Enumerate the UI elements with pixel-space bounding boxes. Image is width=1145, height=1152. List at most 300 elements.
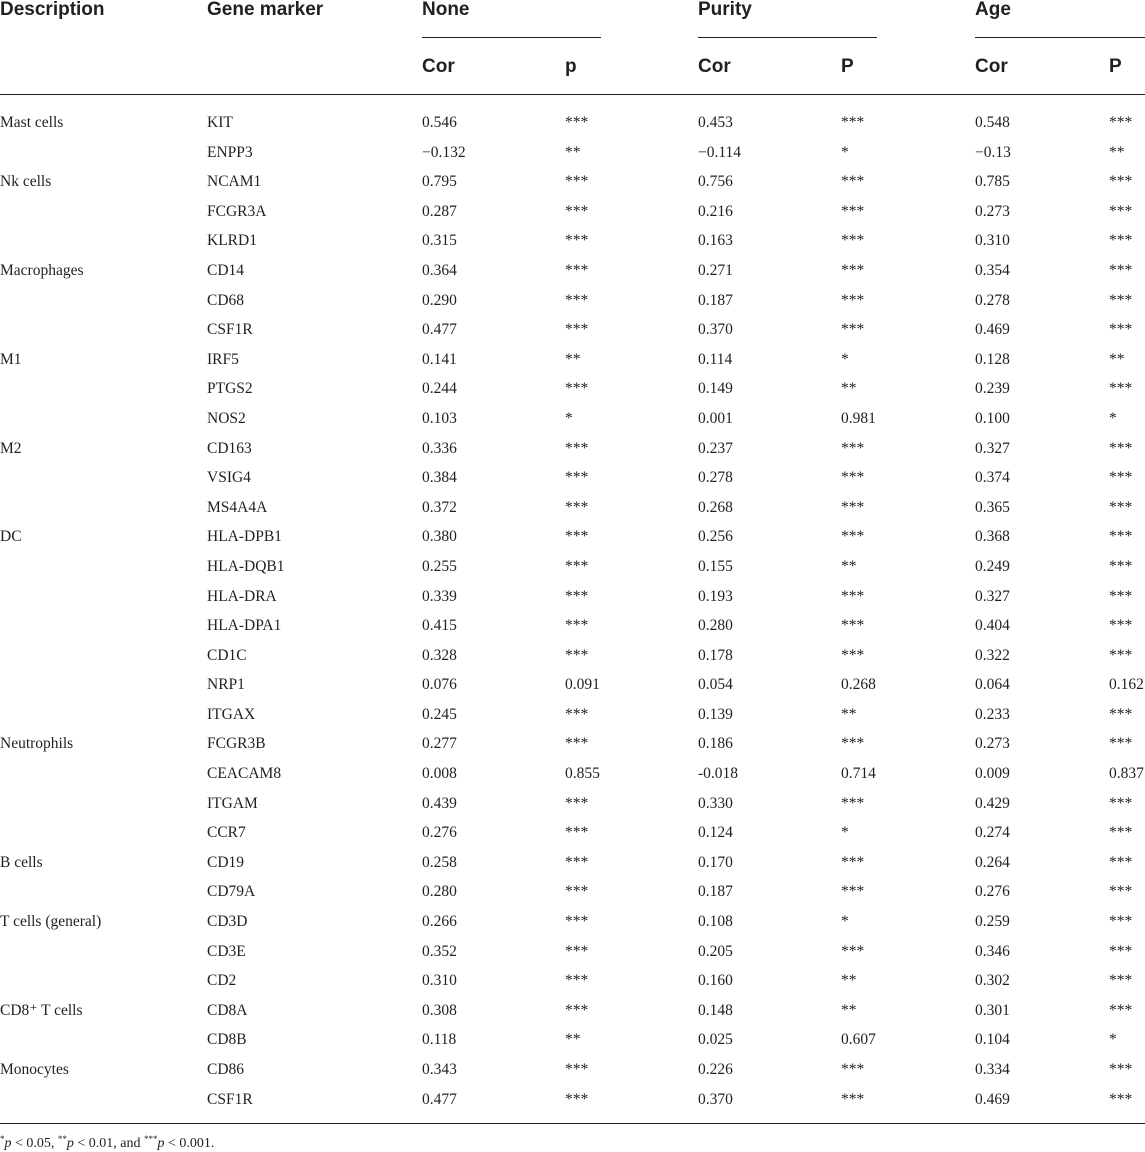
none-cor-cell: 0.266 [422,913,457,931]
table-row [0,137,1145,167]
age-p-cell: *** [1109,232,1133,250]
header-gene-marker: Gene marker [207,0,324,20]
purity-cor-cell: 0.226 [698,1061,733,1078]
age-p-cell: *** [1109,469,1133,487]
age-p-cell: *** [1109,794,1133,812]
purity-cor-cell: 0.025 [698,1031,733,1049]
none-p-cell: * [565,409,573,427]
none-cor-cell: 0.343 [422,1061,457,1078]
purity-p-cell: *** [841,883,865,901]
none-cor-cell: −0.132 [422,143,466,161]
purity-cor-cell: 0.370 [698,321,733,339]
age-cor-cell: 0.276 [975,883,1010,901]
age-p-cell: *** [1109,1090,1133,1108]
footnote-star: ** [57,1134,67,1144]
gene-marker-cell: NRP1 [207,676,245,694]
age-cor-cell: 0.264 [975,853,1010,871]
none-cor-cell: 0.308 [422,1001,457,1019]
age-p-cell: * [1109,1031,1117,1049]
purity-cor-cell: 0.178 [698,646,733,664]
none-p-cell: *** [565,469,589,487]
purity-cor-cell: 0.155 [698,557,733,575]
description-cell: Mast cells [0,114,64,131]
none-cor-cell: 0.795 [422,173,457,191]
age-p-cell: *** [1109,913,1133,931]
age-p-cell: *** [1109,528,1133,546]
gene-marker-cell: CCR7 [207,824,246,842]
purity-p-cell: *** [841,617,865,635]
gene-marker-cell: PTGS2 [207,380,253,398]
purity-cor-cell: 0.187 [698,291,733,309]
purity-cor-cell: 0.170 [698,853,733,871]
none-cor-cell: 0.439 [422,794,457,812]
none-cor-cell: 0.076 [422,676,457,694]
purity-p-cell: 0.607 [841,1031,876,1049]
purity-p-cell: * [841,824,849,842]
description-cell: CD8⁺ T cells [0,1001,83,1019]
gene-marker-cell: NOS2 [207,409,246,427]
header-none: None [422,0,470,20]
gene-marker-cell: CD68 [207,291,245,309]
table-row [0,107,1145,137]
none-cor-cell: 0.277 [422,735,457,753]
gene-marker-cell: HLA-DRA [207,587,277,605]
table-row [0,255,1145,285]
purity-p-cell: *** [841,794,865,812]
none-cor-cell: 0.290 [422,291,457,309]
purity-cor-cell: 0.756 [698,173,733,191]
purity-p-cell: *** [841,853,865,871]
purity-cor-cell: 0.193 [698,587,733,605]
age-cor-cell: 0.278 [975,291,1010,309]
purity-cor-cell: 0.149 [698,380,733,398]
none-p-cell: *** [565,883,589,901]
table-row [0,847,1145,877]
age-cor-cell: −0.13 [975,143,1011,161]
table-row [0,433,1145,463]
description-cell: Macrophages [0,261,84,279]
none-p-cell: *** [565,942,589,960]
header-age: Age [975,0,1011,20]
age-p-cell: *** [1109,439,1133,457]
age-cor-cell: 0.302 [975,972,1010,990]
none-p-cell: *** [565,1090,589,1108]
none-p-cell: ** [565,1031,581,1049]
age-p-cell: *** [1109,853,1133,871]
none-p-cell: *** [565,173,589,191]
gene-marker-cell: ITGAX [207,705,256,723]
description-cell: DC [0,528,22,546]
table-row [0,373,1145,403]
none-cor-cell: 0.352 [422,942,457,960]
gene-marker-cell: MS4A4A [207,498,268,516]
description-cell: Nk cells [0,173,52,191]
none-p-cell: *** [565,1061,589,1078]
purity-cor-cell: 0.139 [698,705,733,723]
purity-p-cell: *** [841,261,865,279]
purity-cor-cell: 0.280 [698,617,733,635]
none-p-cell: *** [565,261,589,279]
purity-p-cell: *** [841,942,865,960]
none-cor-cell: 0.364 [422,261,457,279]
none-cor-cell: 0.336 [422,439,457,457]
age-cor-cell: 0.301 [975,1001,1010,1019]
age-p-cell: *** [1109,617,1133,635]
table-row [0,285,1145,315]
age-cor-cell: 0.233 [975,705,1010,723]
header-purity: Purity [698,0,752,20]
purity-cor-cell: 0.054 [698,676,733,694]
age-cor-cell: 0.346 [975,942,1010,960]
gene-marker-cell: CSF1R [207,321,253,339]
table-row [0,817,1145,847]
purity-group-rule [698,37,877,38]
none-p-cell: *** [565,824,589,842]
table-row [0,1054,1145,1084]
gene-marker-cell: ITGAM [207,794,258,812]
table-row [0,936,1145,966]
table-body [0,107,1145,1113]
purity-cor-cell: 0.205 [698,942,733,960]
age-p-cell: *** [1109,883,1133,901]
none-p-cell: *** [565,321,589,339]
none-p-cell: *** [565,557,589,575]
none-p-cell: *** [565,972,589,990]
age-group-rule [975,37,1145,38]
age-cor-cell: 0.365 [975,498,1010,516]
gene-marker-cell: CD1C [207,646,247,664]
gene-marker-cell: FCGR3A [207,202,267,220]
none-p-cell: *** [565,202,589,220]
header-purity-p: P [841,56,854,77]
purity-cor-cell: 0.148 [698,1001,733,1019]
none-p-cell: ** [565,350,581,368]
footnote-p: p [66,1136,74,1151]
purity-cor-cell: 0.268 [698,498,733,516]
none-p-cell: *** [565,646,589,664]
age-p-cell: *** [1109,824,1133,842]
description-cell: T cells (general) [0,913,102,931]
none-cor-cell: 0.415 [422,617,457,635]
age-cor-cell: 0.064 [975,676,1010,694]
purity-p-cell: *** [841,528,865,546]
age-p-cell: *** [1109,1001,1133,1019]
header-age-p: P [1109,56,1122,77]
gene-marker-cell: KIT [207,114,233,131]
table-row [0,344,1145,374]
table-row [0,728,1145,758]
none-p-cell: *** [565,291,589,309]
age-p-cell: *** [1109,261,1133,279]
age-cor-cell: 0.009 [975,765,1010,783]
description-cell: M2 [0,439,22,457]
header-none-p: p [565,56,577,77]
purity-p-cell: *** [841,439,865,457]
purity-p-cell: * [841,913,849,931]
purity-cor-cell: 0.114 [698,350,733,368]
purity-cor-cell: 0.256 [698,528,733,546]
header-age-cor: Cor [975,56,1008,77]
none-p-cell: *** [565,498,589,516]
purity-cor-cell: 0.108 [698,913,733,931]
none-cor-cell: 0.339 [422,587,457,605]
gene-marker-cell: HLA-DPA1 [207,617,282,635]
age-cor-cell: 0.429 [975,794,1010,812]
table-row [0,521,1145,551]
none-cor-cell: 0.315 [422,232,457,250]
age-cor-cell: 0.368 [975,528,1010,546]
footnote [0,1131,214,1152]
none-cor-cell: 0.244 [422,380,457,398]
none-cor-cell: 0.280 [422,883,457,901]
none-cor-cell: 0.477 [422,1090,457,1108]
gene-marker-cell: CD2 [207,972,237,990]
none-p-cell: ** [565,143,581,161]
none-cor-cell: 0.310 [422,972,457,990]
age-p-cell: *** [1109,114,1133,131]
age-p-cell: *** [1109,321,1133,339]
none-p-cell: *** [565,528,589,546]
header-description: Description [0,0,105,20]
purity-cor-cell: -0.018 [698,765,739,783]
age-cor-cell: 0.327 [975,439,1010,457]
age-p-cell: *** [1109,646,1133,664]
none-p-cell: *** [565,794,589,812]
purity-p-cell: *** [841,1090,865,1108]
age-p-cell: *** [1109,557,1133,575]
age-cor-cell: 0.404 [975,617,1010,635]
age-cor-cell: 0.327 [975,587,1010,605]
purity-cor-cell: −0.114 [698,143,742,161]
gene-marker-cell: CD8A [207,1001,248,1019]
none-cor-cell: 0.141 [422,350,457,368]
none-cor-cell: 0.245 [422,705,457,723]
none-p-cell: *** [565,1001,589,1019]
purity-cor-cell: 0.278 [698,469,733,487]
bottom-rule [0,1123,1145,1124]
gene-marker-cell: IRF5 [207,350,239,368]
age-cor-cell: 0.128 [975,350,1010,368]
footnote-text: < 0.05, [11,1136,58,1151]
purity-p-cell: *** [841,587,865,605]
gene-marker-cell: CD14 [207,261,245,279]
purity-p-cell: ** [841,972,857,990]
gene-marker-cell: HLA-DPB1 [207,528,282,546]
age-p-cell: *** [1109,291,1133,309]
age-cor-cell: 0.548 [975,114,1010,131]
none-p-cell: *** [565,705,589,723]
footnote-star: * [0,1134,5,1144]
footnote-text: < 0.01, and [73,1136,145,1151]
table-row [0,906,1145,936]
purity-p-cell: *** [841,498,865,516]
purity-p-cell: ** [841,557,857,575]
purity-cor-cell: 0.271 [698,261,733,279]
none-cor-cell: 0.118 [422,1031,457,1049]
none-cor-cell: 0.255 [422,557,457,575]
purity-cor-cell: 0.453 [698,114,733,131]
table-row [0,788,1145,818]
purity-p-cell: *** [841,735,865,753]
table-row [0,995,1145,1025]
age-cor-cell: 0.322 [975,646,1010,664]
table-row [0,225,1145,255]
none-cor-cell: 0.384 [422,469,457,487]
none-cor-cell: 0.372 [422,498,457,516]
purity-cor-cell: 0.370 [698,1090,733,1108]
purity-cor-cell: 0.330 [698,794,733,812]
purity-p-cell: * [841,143,849,161]
purity-p-cell: *** [841,291,865,309]
age-p-cell: *** [1109,942,1133,960]
purity-p-cell: *** [841,114,865,131]
none-cor-cell: 0.546 [422,114,457,131]
none-cor-cell: 0.287 [422,202,457,220]
table-row [0,758,1145,788]
gene-marker-cell: FCGR3B [207,735,266,753]
table-row [0,610,1145,640]
footnote-p: p [157,1136,165,1151]
none-p-cell: *** [565,617,589,635]
purity-p-cell: ** [841,1001,857,1019]
purity-p-cell: ** [841,380,857,398]
none-p-cell: 0.855 [565,765,600,783]
purity-p-cell: 0.268 [841,676,876,694]
age-p-cell: *** [1109,587,1133,605]
table-row [0,166,1145,196]
table-row [0,492,1145,522]
none-cor-cell: 0.380 [422,528,457,546]
header-rule [0,94,1145,95]
none-cor-cell: 0.103 [422,409,457,427]
gene-marker-cell: CD8B [207,1031,247,1049]
table-row [0,196,1145,226]
purity-p-cell: 0.714 [841,765,876,783]
age-p-cell: *** [1109,202,1133,220]
none-cor-cell: 0.008 [422,765,457,783]
age-p-cell: 0.162 [1109,676,1144,694]
none-p-cell: *** [565,853,589,871]
purity-p-cell: *** [841,173,865,191]
table-row [0,551,1145,581]
gene-marker-cell: CD19 [207,853,245,871]
gene-marker-cell: CSF1R [207,1090,253,1108]
age-p-cell: *** [1109,173,1133,191]
gene-marker-cell: CD79A [207,883,256,901]
table-row [0,1024,1145,1054]
none-p-cell: *** [565,114,589,131]
age-cor-cell: 0.469 [975,321,1010,339]
age-p-cell: *** [1109,972,1133,990]
gene-marker-cell: CEACAM8 [207,765,282,783]
age-p-cell: * [1109,409,1117,427]
purity-cor-cell: 0.163 [698,232,733,250]
age-cor-cell: 0.374 [975,469,1010,487]
purity-cor-cell: 0.001 [698,409,733,427]
purity-cor-cell: 0.186 [698,735,733,753]
table-row [0,965,1145,995]
footnote-text: < 0.001. [164,1136,215,1151]
age-cor-cell: 0.259 [975,913,1010,931]
none-cor-cell: 0.258 [422,853,457,871]
age-cor-cell: 0.249 [975,557,1010,575]
header-none-cor: Cor [422,56,455,77]
description-cell: Monocytes [0,1061,69,1078]
gene-marker-cell: KLRD1 [207,232,257,250]
purity-cor-cell: 0.160 [698,972,733,990]
table-row [0,640,1145,670]
age-p-cell: *** [1109,735,1133,753]
none-p-cell: *** [565,587,589,605]
purity-p-cell: *** [841,202,865,220]
age-cor-cell: 0.104 [975,1031,1010,1049]
none-p-cell: 0.091 [565,676,600,694]
table-row [0,581,1145,611]
age-cor-cell: 0.785 [975,173,1010,191]
table-row [0,669,1145,699]
none-cor-cell: 0.276 [422,824,457,842]
footnote-p: p [4,1136,12,1151]
age-cor-cell: 0.334 [975,1061,1010,1078]
gene-marker-cell: HLA-DQB1 [207,557,285,575]
gene-marker-cell: CD86 [207,1061,245,1078]
description-cell: M1 [0,350,22,368]
header-purity-cor: Cor [698,56,731,77]
purity-p-cell: 0.981 [841,409,876,427]
gene-marker-cell: VSIG4 [207,469,251,487]
none-p-cell: *** [565,232,589,250]
purity-cor-cell: 0.216 [698,202,733,220]
footnote-star: *** [144,1134,158,1144]
age-cor-cell: 0.273 [975,202,1010,220]
age-cor-cell: 0.100 [975,409,1010,427]
gene-marker-cell: NCAM1 [207,173,262,191]
table-row [0,1084,1145,1114]
gene-marker-cell: ENPP3 [207,143,253,161]
none-cor-cell: 0.477 [422,321,457,339]
age-p-cell: 0.837 [1109,765,1144,783]
age-cor-cell: 0.274 [975,824,1010,842]
purity-cor-cell: 0.124 [698,824,733,842]
age-cor-cell: 0.273 [975,735,1010,753]
age-p-cell: *** [1109,380,1133,398]
gene-marker-cell: CD163 [207,439,252,457]
table-row [0,403,1145,433]
purity-p-cell: *** [841,321,865,339]
age-p-cell: *** [1109,705,1133,723]
age-p-cell: *** [1109,498,1133,516]
none-p-cell: *** [565,913,589,931]
purity-p-cell: ** [841,705,857,723]
gene-marker-cell: CD3E [207,942,246,960]
none-p-cell: *** [565,380,589,398]
table-row [0,699,1145,729]
table-row [0,462,1145,492]
age-cor-cell: 0.469 [975,1090,1010,1108]
age-p-cell: ** [1109,350,1125,368]
purity-p-cell: *** [841,646,865,664]
description-cell: B cells [0,853,43,871]
purity-cor-cell: 0.237 [698,439,733,457]
age-p-cell: *** [1109,1061,1133,1078]
none-p-cell: *** [565,439,589,457]
table-row [0,876,1145,906]
purity-p-cell: *** [841,1061,865,1078]
age-p-cell: ** [1109,143,1125,161]
none-group-rule [422,37,601,38]
gene-marker-cell: CD3D [207,913,248,931]
description-cell: Neutrophils [0,735,74,753]
